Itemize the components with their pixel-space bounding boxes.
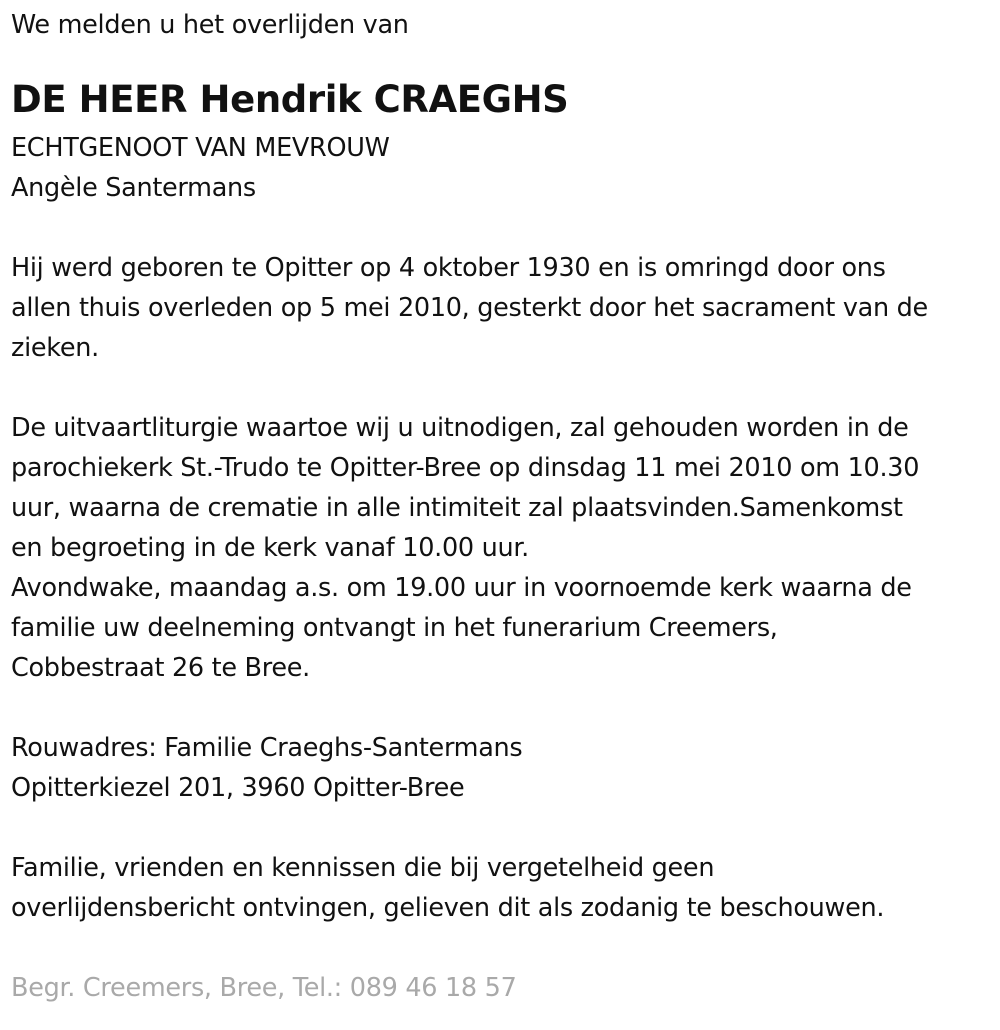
spouse-name: Angèle Santermans [11,173,256,203]
notice-paragraph [11,848,996,928]
spacer [11,928,996,968]
paragraph-line: zieken. [11,333,99,363]
paragraph-line: Hij werd geboren te Opitter op 4 oktober 1930 en is omringd door ons [11,253,886,283]
paragraph-line: Cobbestraat 26 te Bree. [11,653,310,683]
paragraph-line: allen thuis overleden op 5 mei 2010, gesterkt door het sacrament van de [11,293,928,323]
spacer [11,808,996,848]
address-line: Rouwadres: Familie Craeghs-Santermans [11,733,523,763]
paragraph-line: overlijdensbericht ontvingen, gelieven dit als zodanig te beschouwen. [11,893,885,923]
paragraph-line: Familie, vrienden en kennissen die bij vergetelheid geen [11,853,715,883]
paragraph-line: familie uw deelneming ontvangt in het funerarium Creemers, [11,613,778,643]
spacer [11,688,996,728]
deceased-name: DE HEER Hendrik CRAEGHS [11,78,569,121]
spouse-label: ECHTGENOOT VAN MEVROUW [11,133,390,163]
paragraph-line: en begroeting in de kerk vanaf 10.00 uur. [11,533,529,563]
address-line: Opitterkiezel 201, 3960 Opitter-Bree [11,773,465,803]
obituary-notice [11,0,996,1008]
funeral-paragraph [11,408,996,688]
funeral-home-footer: Begr. Creemers, Bree, Tel.: 089 46 18 57 [11,973,517,1003]
mourning-address [11,728,996,808]
paragraph-line: De uitvaartliturgie waartoe wij u uitnodigen, zal gehouden worden in de [11,413,909,443]
paragraph-line: Avondwake, maandag a.s. om 19.00 uur in voornoemde kerk waarna de [11,573,912,603]
intro-text: We melden u het overlijden van [11,10,409,40]
spacer [11,368,996,408]
paragraph-line: parochiekerk St.-Trudo te Opitter-Bree op dinsdag 11 mei 2010 om 10.30 [11,453,920,483]
paragraph-line: uur, waarna de crematie in alle intimiteit zal plaatsvinden.Samenkomst [11,493,903,523]
spacer [11,208,996,248]
birth-paragraph [11,248,996,368]
